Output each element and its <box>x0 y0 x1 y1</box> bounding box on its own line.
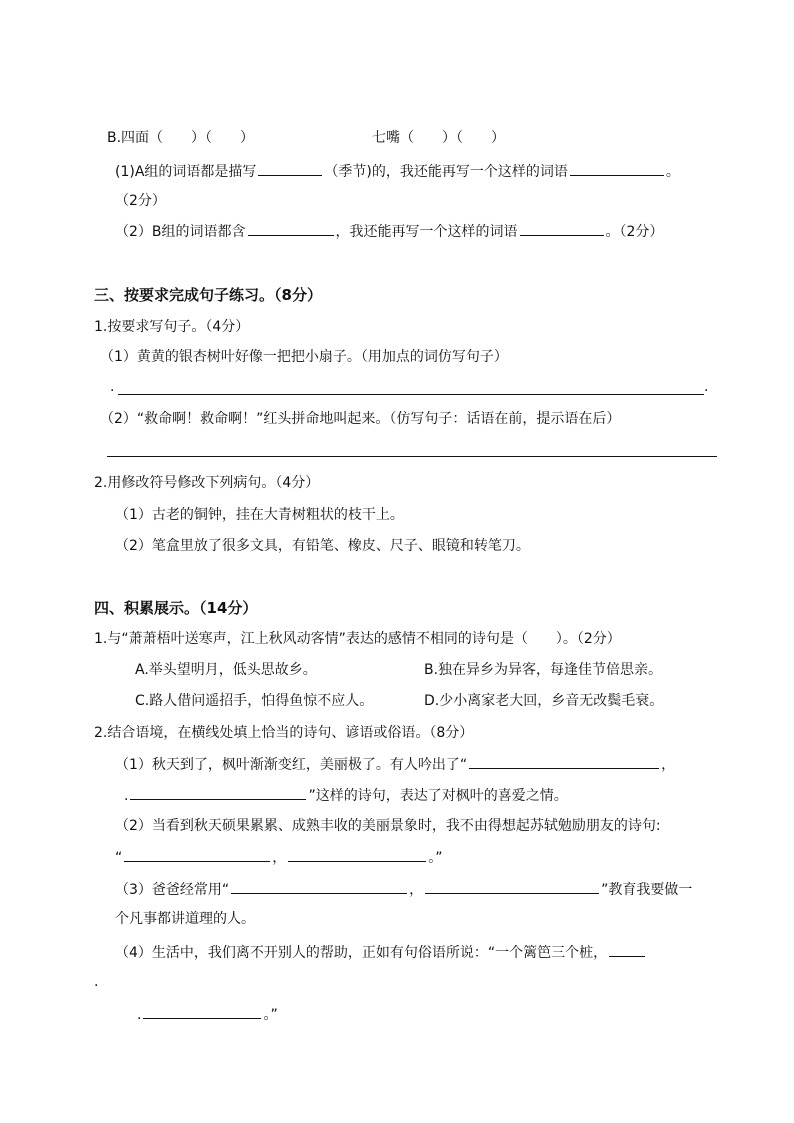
q1-blank-word[interactable] <box>570 161 664 176</box>
section-3-item-2: 2.用修改符号修改下列病句。（4分） <box>94 475 320 491</box>
q2-1-text-a: （1）秋天到了，枫叶渐渐变红，美丽极了。有人吟出了“ <box>115 757 468 773</box>
q2-3-line <box>115 879 692 900</box>
q2-2-blank-2[interactable] <box>288 847 426 862</box>
q2-3-comma: ， <box>409 882 424 898</box>
q2-2-line-2 <box>115 847 443 868</box>
option-b-left: B.四面（ ）（ ） <box>107 130 255 146</box>
q2-1-blank-2[interactable] <box>130 785 306 800</box>
answer-line-2[interactable] <box>107 456 717 457</box>
section-3-item-1-2: （2）“救命啊！救命啊！”红头拼命地叫起来。（仿写句子：话语在前，提示语在后） <box>100 411 621 427</box>
option-d: D.少小离家老大回，乡音无改鬓毛衰。 <box>424 693 664 709</box>
q2-4-blank-2[interactable] <box>143 1004 261 1019</box>
answer-dot-1: . <box>110 379 115 395</box>
answer-dot-1-end: . <box>704 379 709 395</box>
q1-end: 。 <box>665 164 680 180</box>
q2-4-text-a: （4）生活中，我们离不开别人的帮助，正如有句俗语所说：“一个篱笆三个桩， <box>115 945 608 961</box>
section-3-item-1: 1.按要求写句子。（4分） <box>94 319 250 335</box>
answer-line-1[interactable] <box>118 394 704 395</box>
q2-4-end: 。” <box>263 1007 278 1023</box>
q1-blank-season[interactable] <box>258 161 322 176</box>
q2-4-line-2: . 。” <box>137 1004 278 1025</box>
section-3-item-1-1: （1）黄黄的银杏树叶好像一把把小扇子。（用加点的词仿写句子） <box>100 349 508 365</box>
q2-1-blank-1[interactable] <box>469 754 659 769</box>
q2-text-a: （2）B组的词语都含 <box>115 224 246 240</box>
q2-3-blank-2[interactable] <box>425 879 599 894</box>
option-c: C.路人借问遥招手，怕得鱼惊不应人。 <box>135 693 374 709</box>
q2-end: 。（2分） <box>605 224 664 240</box>
q2-2-comma: ， <box>272 850 287 866</box>
q2-blank-word[interactable] <box>520 221 604 236</box>
option-b: B.独在异乡为异客，每逢佳节倍思亲。 <box>424 662 663 678</box>
q1-text-a: (1)A组的词语都是描写 <box>115 164 257 180</box>
q2-2-blank-1[interactable] <box>124 847 270 862</box>
q2-1-comma: ， <box>661 757 676 773</box>
option-b-right: 七嘴（ ）（ ） <box>372 130 505 146</box>
q2-3-text-c: ”教育我要做一 <box>601 882 693 898</box>
q2-3-text-a: （3）爸爸经常用“ <box>115 882 230 898</box>
q2-4-line <box>115 942 647 963</box>
q2-4-dot: . <box>94 974 99 990</box>
q2-line <box>115 221 663 242</box>
q1-line <box>115 161 680 182</box>
section-4-q2: 2.结合语境，在横线处填上恰当的诗句、谚语或俗语。（8分） <box>94 725 474 741</box>
q2-3-blank-1[interactable] <box>231 879 407 894</box>
q2-2-end: 。” <box>428 850 443 866</box>
section-4-q1: 1.与“萧萧梧叶送寒声，江上秋风动客情”表达的感情不相同的诗句是（ ）。（2分） <box>94 631 621 647</box>
section-4-heading: 四、积累展示。（14分） <box>94 599 258 617</box>
section-3-heading: 三、按要求完成句子练习。（8分） <box>94 286 322 304</box>
q2-1-text-c: ”这样的诗句，表达了对枫叶的喜爱之情。 <box>308 788 568 804</box>
q2-text-b: ，我还能再写一个这样的词语 <box>335 224 518 240</box>
q2-4-blank-1[interactable] <box>609 942 645 957</box>
q2-2-quote-open: “ <box>115 850 123 866</box>
q2-1-line <box>115 754 675 775</box>
q1-score: （2分） <box>115 193 166 209</box>
q1-text-b: （季节)的，我还能再写一个这样的词语 <box>324 164 568 180</box>
q2-blank-contains[interactable] <box>248 221 334 236</box>
q2-3-line-2: 个凡事都讲道理的人。 <box>115 911 255 927</box>
option-a: A.举头望明月，低头思故乡。 <box>135 662 317 678</box>
section-3-item-2-2: （2）笔盒里放了很多文具，有铅笔、橡皮、尺子、眼镜和转笔刀。 <box>115 538 530 554</box>
section-3-item-2-1: （1）古老的铜钟，挂在大青树粗状的枝干上。 <box>115 507 404 523</box>
q2-2-line: （2）当看到秋天硕果累累、成熟丰收的美丽景象时，我不由得想起苏轼勉励朋友的诗句: <box>115 818 661 834</box>
q2-1-line-2: . ”这样的诗句，表达了对枫叶的喜爱之情。 <box>124 785 568 806</box>
